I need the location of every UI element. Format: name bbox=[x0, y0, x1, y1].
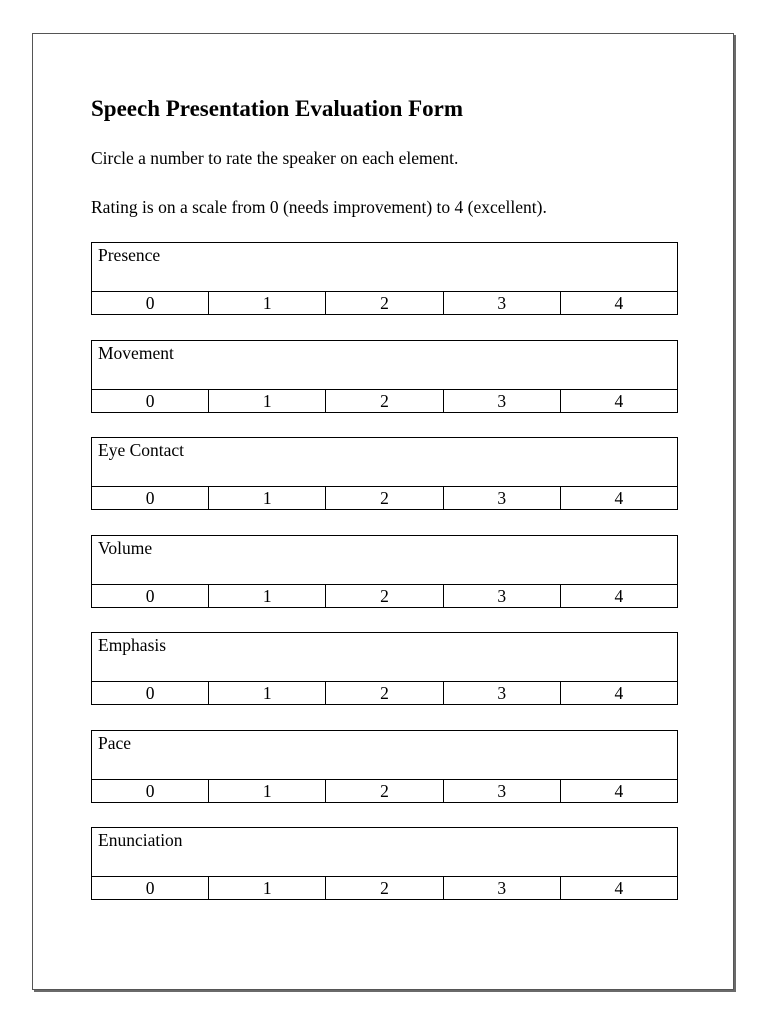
rating-option[interactable]: 1 bbox=[208, 877, 325, 899]
scale-description: Rating is on a scale from 0 (needs improvement) to 4 (excellent). bbox=[91, 197, 547, 217]
rating-scale bbox=[92, 585, 677, 607]
rating-option[interactable]: 1 bbox=[208, 292, 325, 314]
criterion-label: Emphasis bbox=[92, 633, 677, 682]
rating-option[interactable]: 3 bbox=[443, 682, 560, 704]
rating-option[interactable]: 4 bbox=[560, 682, 677, 704]
rating-option[interactable]: 0 bbox=[145, 683, 155, 703]
rating-option[interactable]: 3 bbox=[443, 877, 560, 899]
criterion-volume bbox=[91, 535, 678, 608]
rating-option[interactable]: 0 bbox=[145, 586, 155, 606]
rating-option[interactable]: 4 bbox=[560, 780, 677, 802]
instruction-text: Circle a number to rate the speaker on each element. bbox=[91, 148, 459, 168]
rating-option[interactable]: 4 bbox=[560, 390, 677, 412]
rating-scale bbox=[92, 682, 677, 704]
rating-option[interactable]: 2 bbox=[325, 292, 442, 314]
rating-option[interactable]: 0 bbox=[145, 878, 155, 898]
criterion-eye-contact bbox=[91, 437, 678, 510]
rating-scale bbox=[92, 780, 677, 802]
criterion-movement bbox=[91, 340, 678, 413]
rating-option[interactable]: 1 bbox=[208, 585, 325, 607]
rating-option[interactable]: 0 bbox=[145, 293, 155, 313]
rating-option[interactable]: 1 bbox=[208, 682, 325, 704]
rating-option[interactable]: 4 bbox=[560, 292, 677, 314]
rating-scale bbox=[92, 292, 677, 314]
rating-option[interactable]: 1 bbox=[208, 390, 325, 412]
rating-option[interactable]: 2 bbox=[325, 682, 442, 704]
rating-option[interactable]: 0 bbox=[145, 781, 155, 801]
form-title: Speech Presentation Evaluation Form bbox=[91, 96, 464, 121]
criterion-pace bbox=[91, 730, 678, 803]
criterion-emphasis bbox=[91, 632, 678, 705]
criterion-label: Enunciation bbox=[92, 828, 677, 877]
rating-option[interactable]: 3 bbox=[443, 585, 560, 607]
criterion-presence bbox=[91, 242, 678, 315]
rating-option[interactable]: 4 bbox=[560, 877, 677, 899]
rating-option[interactable]: 3 bbox=[443, 390, 560, 412]
rating-scale bbox=[92, 487, 677, 509]
criterion-label: Volume bbox=[92, 536, 677, 585]
rating-option[interactable]: 2 bbox=[325, 487, 442, 509]
rating-option[interactable]: 4 bbox=[560, 487, 677, 509]
rating-option[interactable]: 4 bbox=[560, 585, 677, 607]
rating-option[interactable]: 2 bbox=[325, 877, 442, 899]
rating-option[interactable]: 2 bbox=[325, 585, 442, 607]
rating-option[interactable]: 1 bbox=[208, 780, 325, 802]
rating-option[interactable]: 0 bbox=[145, 391, 155, 411]
rating-option[interactable]: 3 bbox=[443, 780, 560, 802]
rating-option[interactable]: 3 bbox=[443, 292, 560, 314]
document-page bbox=[32, 33, 734, 990]
rating-option[interactable]: 0 bbox=[145, 488, 155, 508]
criterion-label: Eye Contact bbox=[92, 438, 677, 487]
criterion-label: Movement bbox=[92, 341, 677, 390]
criterion-label: Presence bbox=[92, 243, 677, 292]
criterion-label: Pace bbox=[92, 731, 677, 780]
rating-scale bbox=[92, 390, 677, 412]
rating-option[interactable]: 3 bbox=[443, 487, 560, 509]
criterion-enunciation bbox=[91, 827, 678, 900]
rating-option[interactable]: 1 bbox=[208, 487, 325, 509]
rating-option[interactable]: 2 bbox=[325, 780, 442, 802]
rating-scale bbox=[92, 877, 677, 899]
rating-option[interactable]: 2 bbox=[325, 390, 442, 412]
